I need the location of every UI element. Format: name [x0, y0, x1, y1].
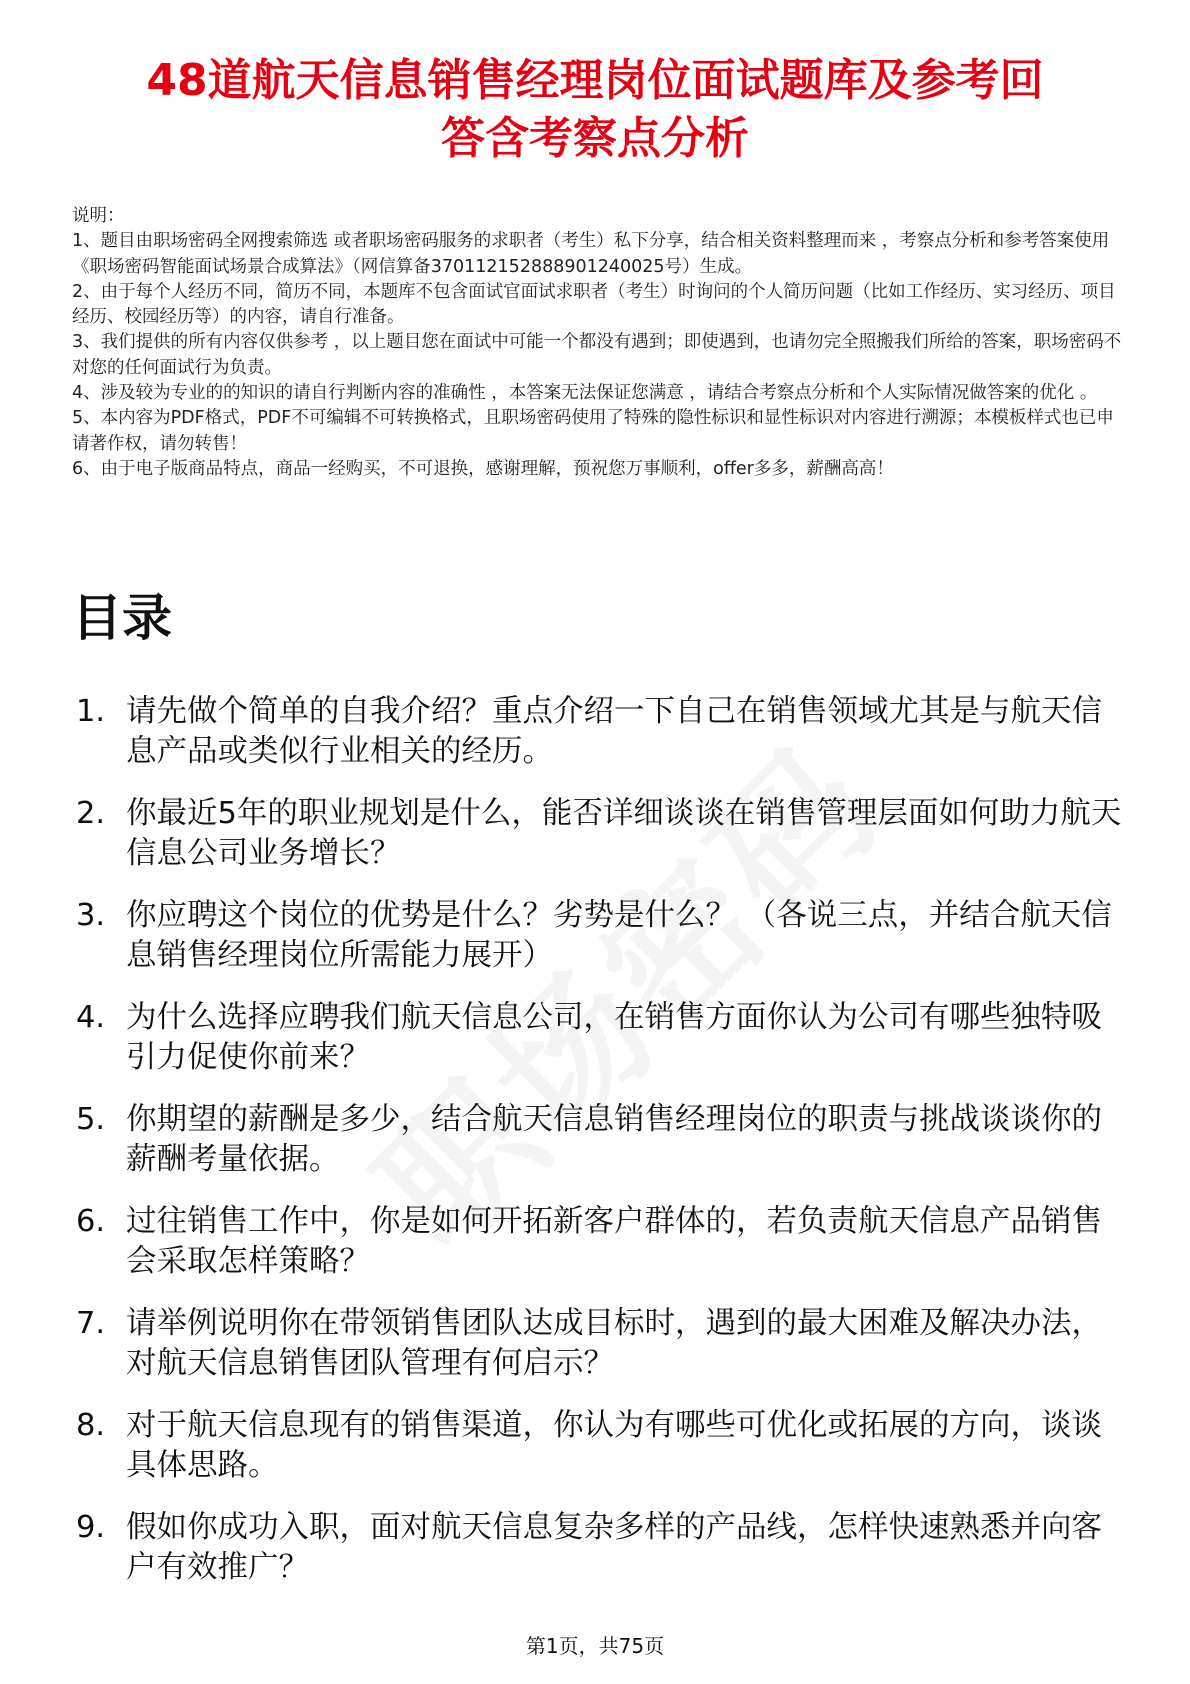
toc-item[interactable] [72, 1304, 1132, 1384]
toc-item-text: 你应聘这个岗位的优势是什么？劣势是什么？ （各说三点，并结合航天信息销售经理岗位所需能力展开） [126, 898, 1112, 973]
document-title [70, 52, 1120, 168]
notes-section [72, 204, 1122, 482]
toc-item-number: 4. [76, 1000, 106, 1035]
note-item: 1、题目由职场密码全网搜索筛选 或者职场密码服务的求职者（考生）私下分享，结合相关资料整理而来 ，考察点分析和参考答案使用《职场密码智能面试场景合成算法》（网信算备370112152888901240025号）生成。 [72, 231, 1110, 277]
note-item: 6、由于电子版商品特点，商品一经购买，不可退换，感谢理解，预祝您万事顺利，offer多多，薪酬高高！ [72, 458, 894, 479]
toc-item-text: 对于航天信息现有的销售渠道，你认为有哪些可优化或拓展的方向，谈谈具体思路。 [126, 1408, 1102, 1483]
toc-item-text: 请先做个简单的自我介绍？重点介绍一下自己在销售领域尤其是与航天信息产品或类似行业相关的经历。 [126, 694, 1102, 769]
toc-item-number: 2. [76, 796, 106, 831]
toc-item-text: 你最近5年的职业规划是什么，能否详细谈谈在销售管理层面如何助力航天信息公司业务增长？ [126, 796, 1122, 871]
toc-item-number: 5. [76, 1102, 106, 1137]
page-footer: 第1页，共75页 [525, 1634, 665, 1658]
note-item: 5、本内容为PDF格式，PDF不可编辑不可转换格式，且职场密码使用了特殊的隐性标识和显性标识对内容进行溯源；本模板样式也已申请著作权，请勿转售！ [72, 408, 1114, 454]
toc-item[interactable] [72, 896, 1132, 976]
toc-item-number: 6. [76, 1204, 106, 1239]
toc-item[interactable] [72, 692, 1132, 772]
toc-item[interactable] [72, 1202, 1132, 1282]
toc-item-text: 为什么选择应聘我们航天信息公司，在销售方面你认为公司有哪些独特吸引力促使你前来？ [126, 1000, 1102, 1075]
note-item: 3、我们提供的所有内容仅供参考 ，以上题目您在面试中可能一个都没有遇到；即使遇到，也请勿完全照搬我们所给的答案，职场密码不对您的任何面试行为负责。 [72, 332, 1122, 378]
toc-item[interactable] [72, 998, 1132, 1078]
toc-item-text: 你期望的薪酬是多少，结合航天信息销售经理岗位的职责与挑战谈谈你的薪酬考量依据。 [126, 1102, 1102, 1177]
toc-item-number: 8. [76, 1408, 106, 1443]
toc-item-number: 9. [76, 1510, 106, 1545]
note-item: 2、由于每个人经历不同，简历不同，本题库不包含面试官面试求职者（考生）时询问的个人简历问题（比如工作经历、实习经历、项目经历、校园经历等）的内容，请自行准备。 [72, 281, 1116, 328]
title-line-2: 答含考察点分析 [441, 113, 749, 164]
toc-item-number: 3. [76, 898, 106, 933]
notes-heading: 说明： [72, 206, 125, 226]
note-item: 4、涉及较为专业的的知识的请自行判断内容的准确性 ，本答案无法保证您满意 ，请结合考察点分析和个人实际情况做答案的优化 。 [72, 383, 1098, 404]
toc-item[interactable] [72, 1406, 1132, 1486]
toc-item[interactable] [72, 794, 1132, 874]
toc-item-number: 1. [76, 694, 106, 729]
toc-list [72, 692, 1132, 1610]
toc-item-text: 假如你成功入职，面对航天信息复杂多样的产品线，怎样快速熟悉并向客户有效推广？ [126, 1510, 1102, 1585]
toc-item[interactable] [72, 1508, 1132, 1588]
toc-item-text: 过往销售工作中，你是如何开拓新客户群体的，若负责航天信息产品销售会采取怎样策略？ [126, 1204, 1102, 1279]
title-line-1: 48道航天信息销售经理岗位面试题库及参考回 [146, 55, 1044, 106]
toc-item[interactable] [72, 1100, 1132, 1180]
toc-item-text: 请举例说明你在带领销售团队达成目标时，遇到的最大困难及解决办法，对航天信息销售团队管理有何启示？ [126, 1306, 1102, 1381]
toc-item-number: 7. [76, 1306, 106, 1341]
toc-heading: 目录 [72, 589, 172, 647]
